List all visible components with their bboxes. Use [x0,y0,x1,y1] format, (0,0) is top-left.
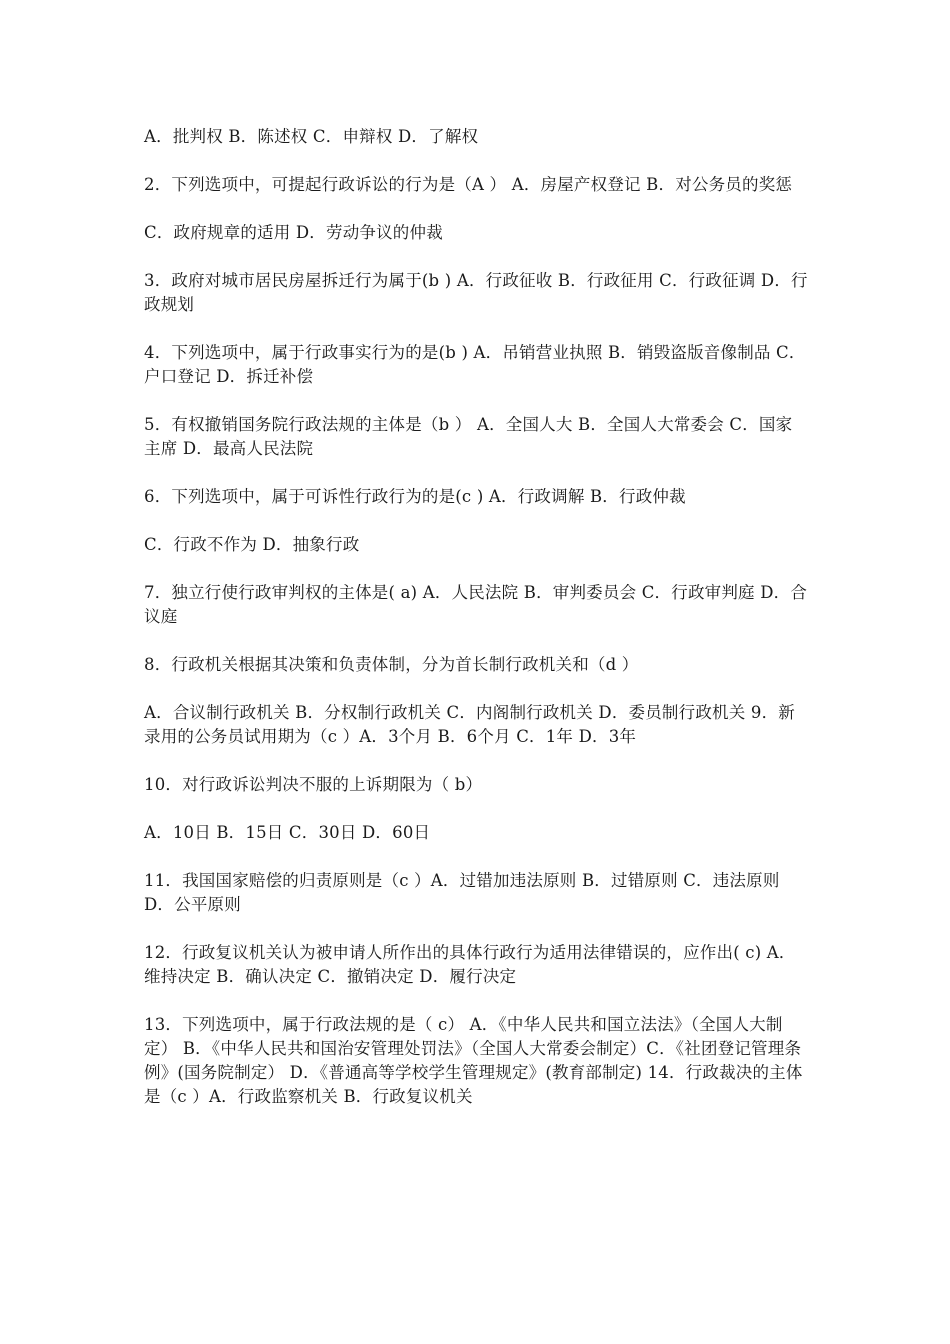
paragraph: C．政府规章的适用 D．劳动争议的仲裁 [144,223,443,242]
question-12: 12．行政复议机关认为被申请人所作出的具体行政行为适用法律错误的，应作出( c) A．维持决定 B．确认决定 C．撤销决定 D．履行决定 [144,943,796,986]
paragraph: C．行政不作为 D．抽象行政 [144,535,360,554]
question-2: 2．下列选项中，可提起行政诉讼的行为是（A ） A．房屋产权登记 B．对公务员的奖惩 [144,175,793,194]
paragraph: A．批判权 B．陈述权 C．申辩权 D．了解权 [144,127,479,146]
question-6: 6．下列选项中，属于可诉性行政行为的是(c ) A．行政调解 B．行政仲裁 [144,487,686,506]
question-10: 10．对行政诉讼判决不服的上诉期限为（ b） [144,775,483,794]
question-3: 3．政府对城市居民房屋拆迁行为属于(b ) A．行政征收 B．行政征用 C．行政征调 D．行政规划 [144,271,808,314]
paragraph: A．10日 B．15日 C．30日 D．60日 [144,823,431,842]
question-7: 7．独立行使行政审判权的主体是( a) A．人民法院 B．审判委员会 C．行政审判庭 D．合议庭 [144,583,808,626]
question-8: 8．行政机关根据其决策和负责体制，分为首长制行政机关和（d ） [144,655,639,674]
question-4: 4．下列选项中，属于行政事实行为的是(b ) A．吊销营业执照 B．销毁盗版音像制品 C．户口登记 D．拆迁补偿 [144,343,806,386]
document-body [144,125,808,1133]
question-11: 11．我国国家赔偿的归责原则是（c ）A．过错加违法原则 B．过错原则 C．违法原则 D．公平原则 [144,871,780,914]
question-13: 13．下列选项中，属于行政法规的是（ c） A．《中华人民共和国立法法》（全国人大制定） B．《中华人民共和国治安管理处罚法》（全国人大常委会制定）C．《社团登记管理条例》(国务院制定） D．《普通高等学校学生管理规定》(教育部制定) 14．行政裁决的主体是（c ）A．行政监察机关 B．行政复议机关 [144,1015,803,1106]
paragraph: A．合议制行政机关 B．分权制行政机关 C．内阁制行政机关 D．委员制行政机关 9．新录用的公务员试用期为（c ）A．3个月 B．6个月 C．1年 D．3年 [144,703,795,746]
question-5: 5．有权撤销国务院行政法规的主体是（b ） A．全国人大 B．全国人大常委会 C．国家主席 D．最高人民法院 [144,415,793,458]
